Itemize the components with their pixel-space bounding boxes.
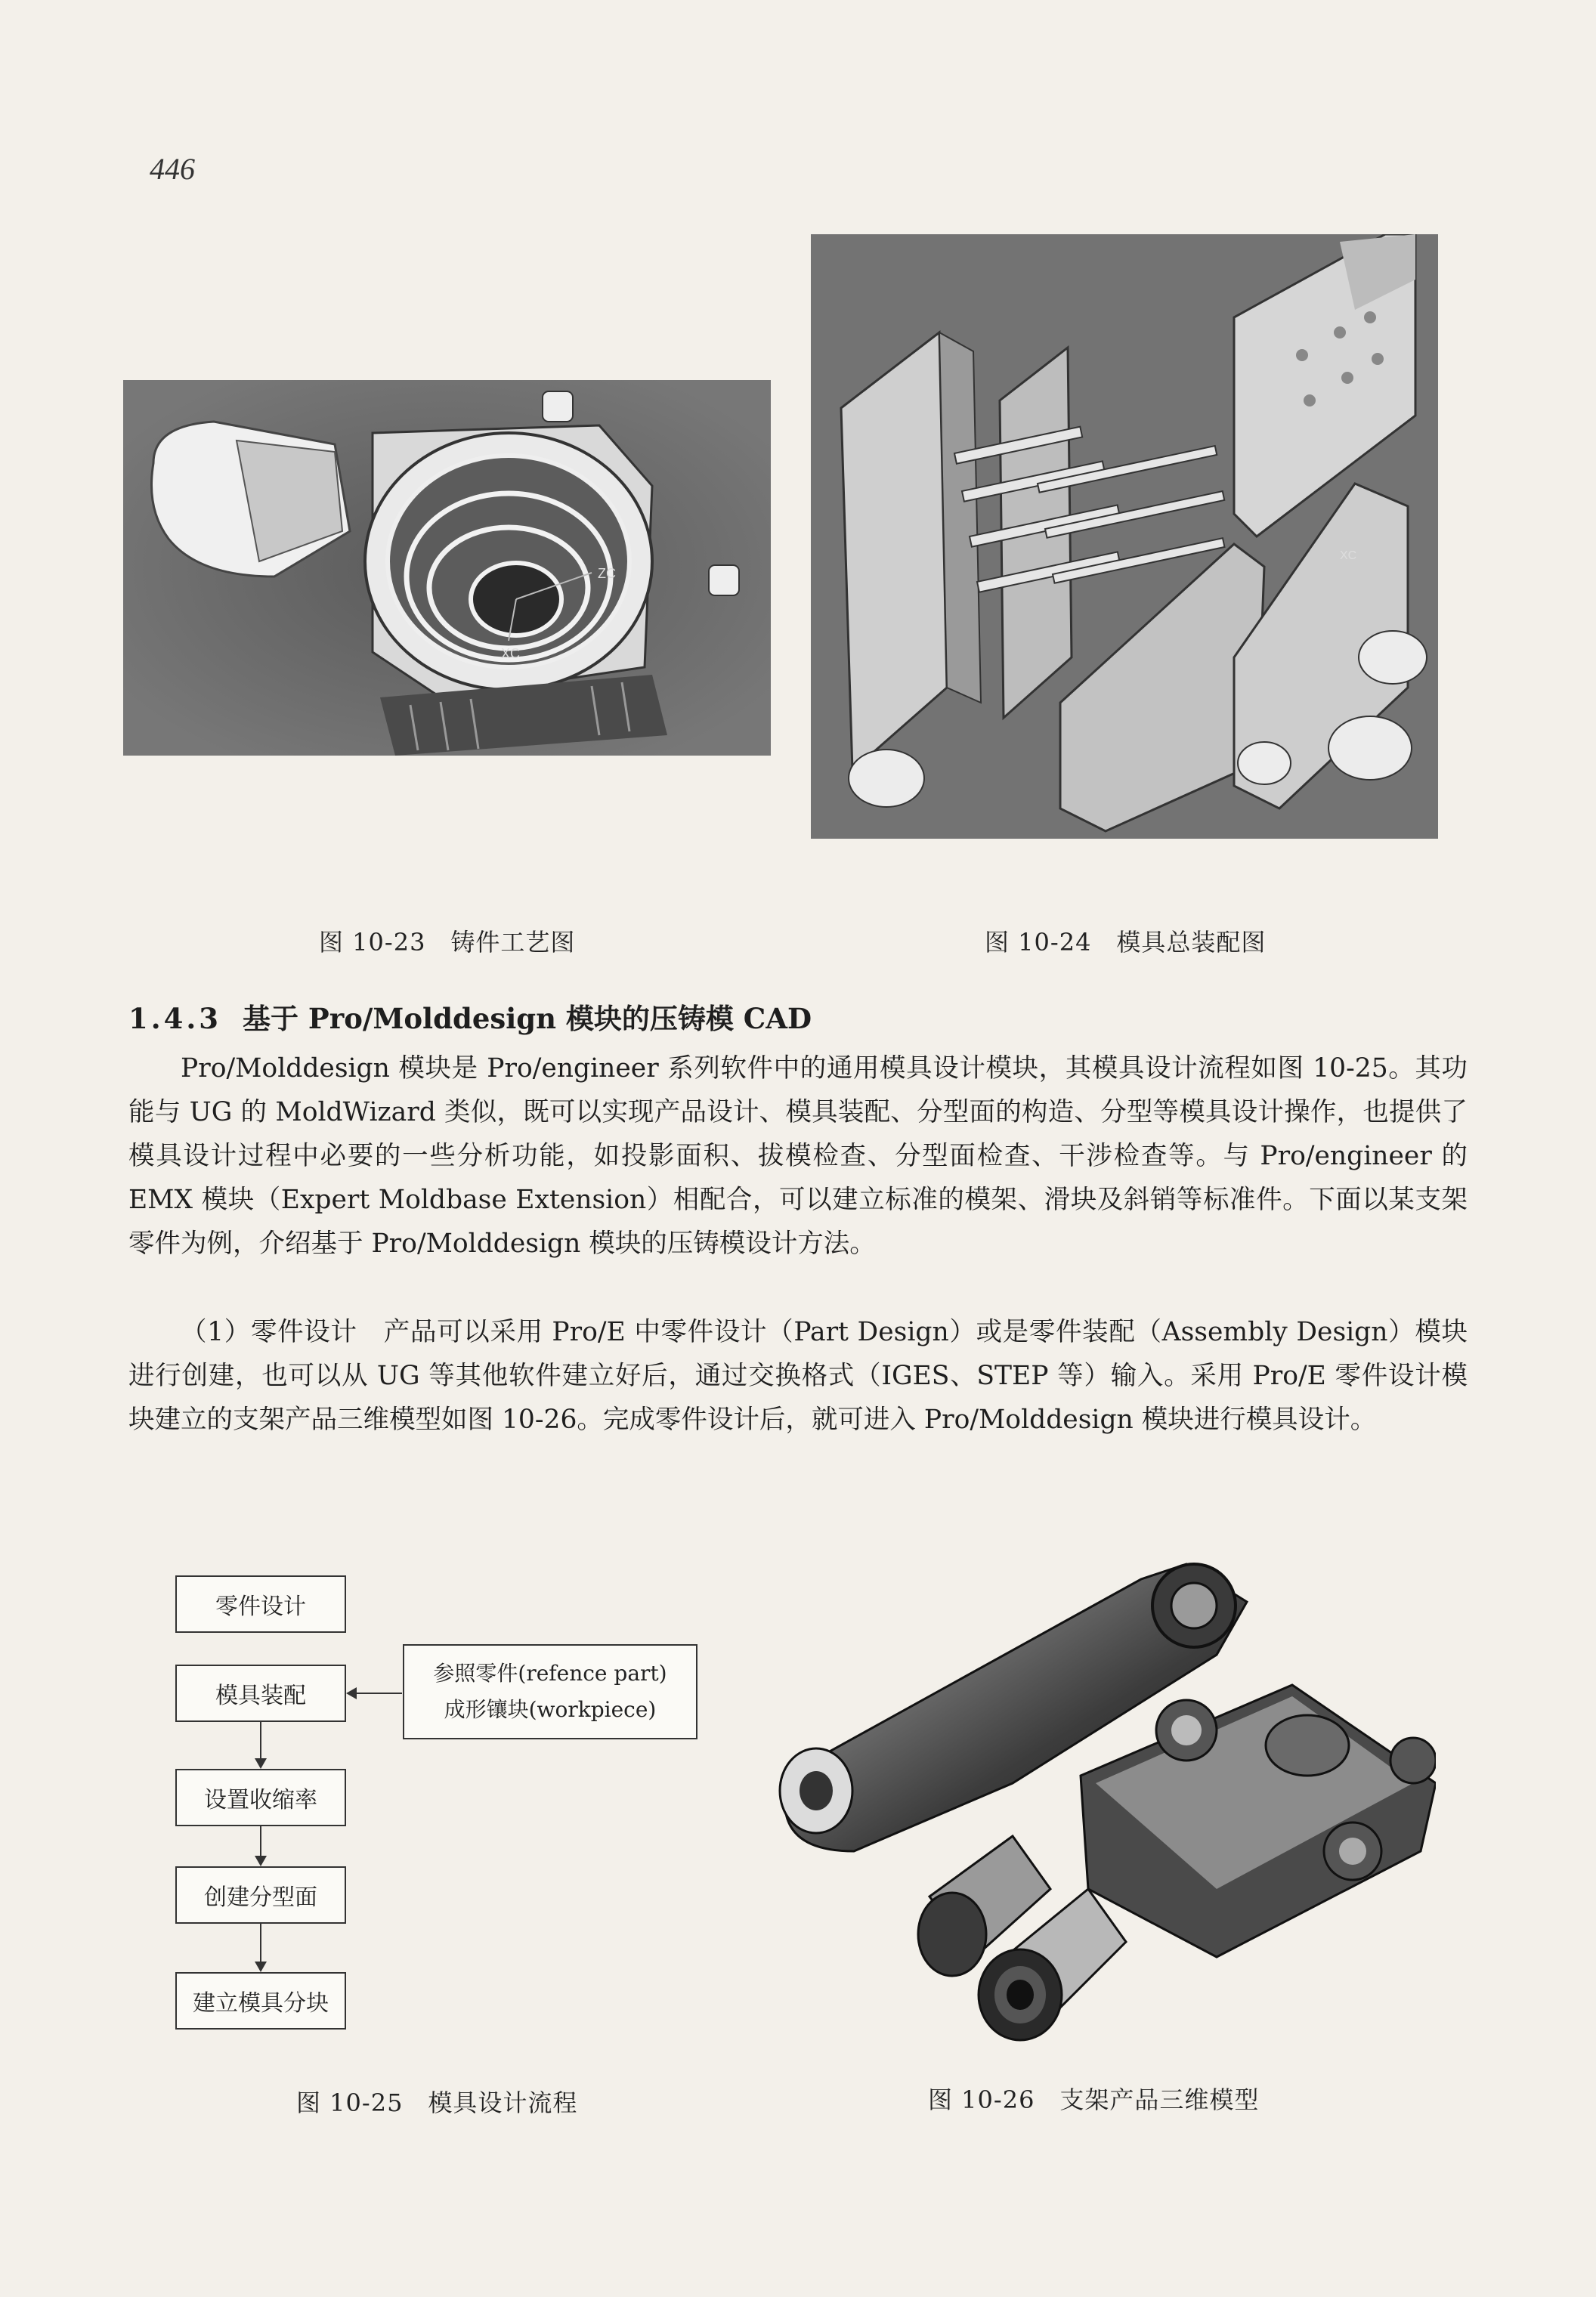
figure-10-25-caption: 图 10-25 模具设计流程 [296,2088,578,2117]
figure-10-26-caption: 图 10-26 支架产品三维模型 [928,2085,1260,2114]
section-title: 基于 Pro/Molddesign 模块的压铸模 CAD [243,1002,812,1035]
flow-arrow-3 [260,1924,261,1971]
workpiece-label: 成形镶块(workpiece) [444,1697,657,1722]
body-paragraph-2: （1）零件设计 产品可以采用 Pro/E 中零件设计（Part Design）或是零件装配（Assembly Design）模块进行创建，也可以从 UG 等其他软件建立好后，通过交换格式（IGES、STEP 等）输入。采用 Pro/E 零件设计模块建立的支架产品三维模型如图 10-26。完成零件设计后，就可进入 Pro/Molddesign 模块进行模具设计。 [128,1317,1468,1435]
flow-arrow-2 [260,1826,261,1865]
page-number: 446 [150,152,195,186]
figure-10-24-caption: 图 10-24 模具总装配图 [985,928,1267,957]
flow-arrow-1 [260,1722,261,1767]
zc-axis-label: ZC [598,566,616,581]
section-number: 1.4.3 [128,1002,221,1035]
flow-step-set-shrinkage: 设置收缩率 [175,1769,346,1826]
reference-part-label: 参照零件(refence part) [433,1661,667,1686]
xc-axis-label: XC [1340,549,1357,562]
flow-step-mold-assembly: 模具装配 [175,1665,346,1722]
section-heading [128,996,812,1037]
casting-model-render [123,380,771,756]
bracket-model-render [763,1534,1436,2048]
figure-10-23-caption: 图 10-23 铸件工艺图 [319,928,576,957]
flow-step-create-parting-surface: 创建分型面 [175,1866,346,1924]
reference-arrow [348,1693,402,1694]
mold-assembly-image [811,234,1438,839]
casting-process-image [123,380,771,756]
xc-axis-label: XC [501,646,521,661]
bracket-3d-model-image [763,1534,1436,2048]
flow-step-part-design: 零件设计 [175,1575,346,1633]
mold-assembly-render [811,234,1438,839]
reference-part-box [403,1644,697,1739]
body-paragraph-1: Pro/Molddesign 模块是 Pro/engineer 系列软件中的通用模具设计模块，其模具设计流程如图 10-25。其功能与 UG 的 MoldWizard 类似，既可以实现产品设计、模具装配、分型面的构造、分型等模具设计操作，也提供了模具设计过程中必要的一些分析功能，如投影面积、拔模检查、分型面检查、干涉检查等。与 Pro/engineer 的 EMX 模块（Expert Moldbase Extension）相配合，可以建立标准的模架、滑块及斜销等标准件。下面以某支架零件为例，介绍基于 Pro/Molddesign 模块的压铸模设计方法。 [128,1053,1468,1259]
flow-step-build-mold-split: 建立模具分块 [175,1972,346,2030]
